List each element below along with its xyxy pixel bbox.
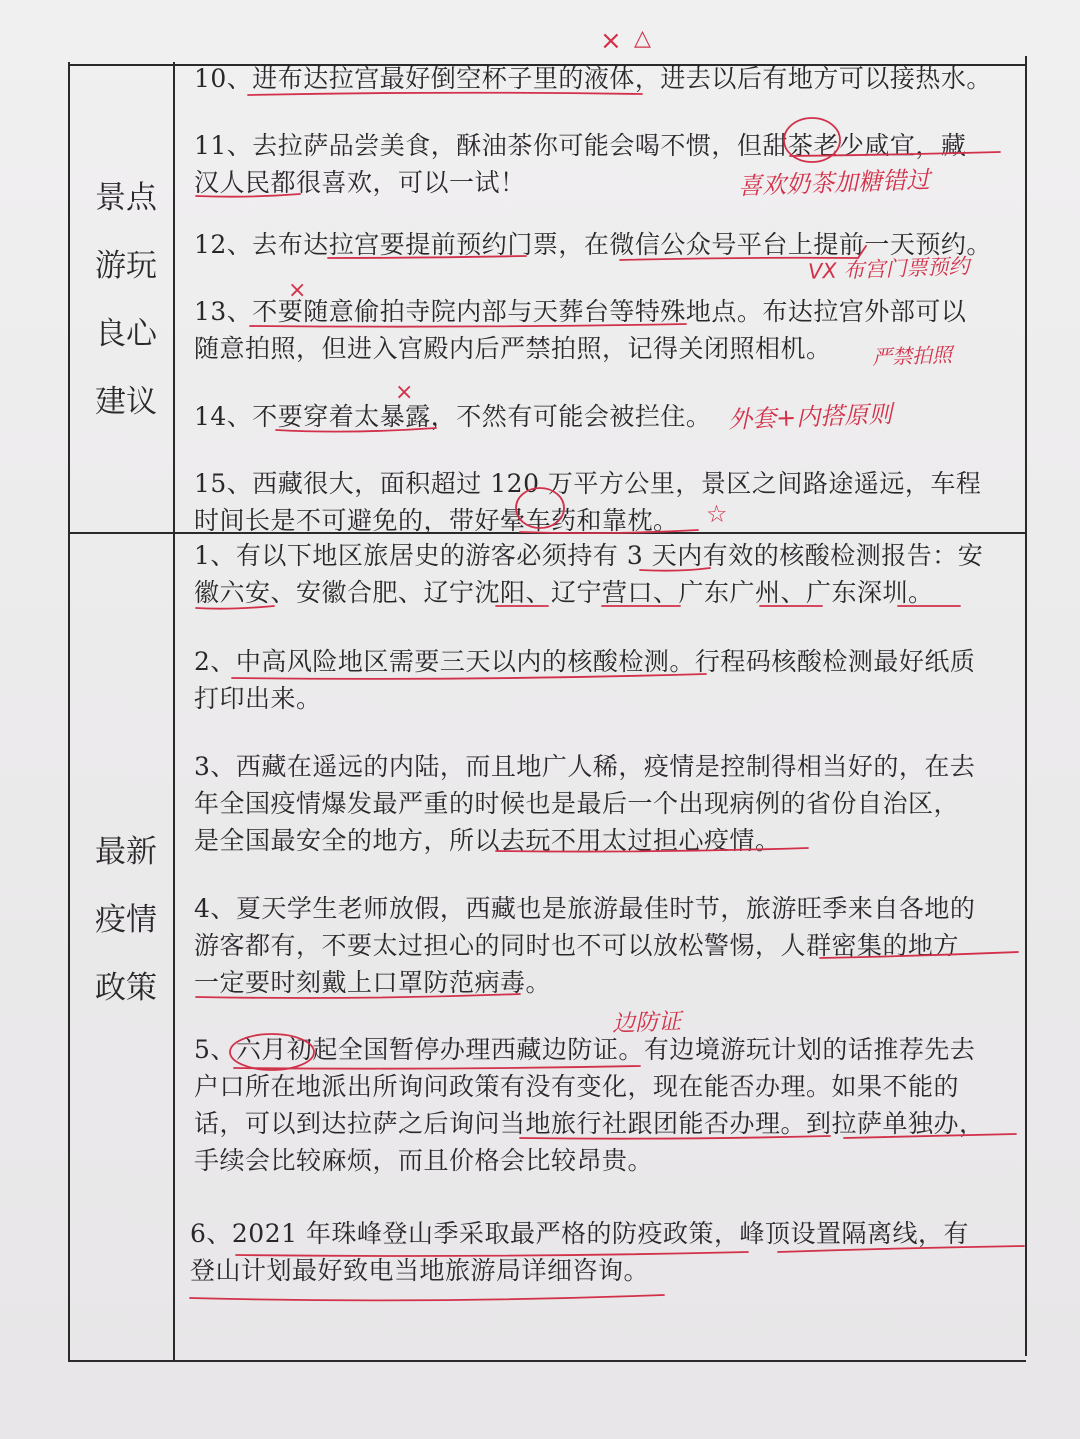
policy-item-1 bbox=[194, 537, 1024, 611]
handwritten-note-milk-tea: 喜欢奶茶加糖错过 bbox=[737, 165, 931, 201]
cross-mark: × bbox=[395, 380, 414, 405]
table-bottom-border bbox=[68, 1360, 1026, 1362]
category-text: 游玩 bbox=[95, 248, 157, 284]
item-line: 4、夏天学生老师放假，西藏也是旅游最佳时节，旅游旺季来自各地的 bbox=[194, 894, 976, 923]
item-line: 是全国最安全的地方，所以去玩不用太过担心疫情。 bbox=[194, 826, 781, 855]
item-line: 2、中高风险地区需要三天以内的核酸检测。行程码核酸检测最好纸质 bbox=[194, 647, 976, 676]
category-text: 景点 bbox=[95, 180, 157, 216]
item-line: 1、有以下地区旅居史的游客必须持有 3 天内有效的核酸检测报告：安 bbox=[194, 541, 984, 570]
top-cross-mark: × bbox=[600, 26, 622, 56]
policy-item-6 bbox=[190, 1215, 1020, 1289]
policy-item-2 bbox=[194, 643, 1024, 717]
category-text: 政策 bbox=[95, 970, 157, 1006]
table-left-border bbox=[68, 62, 70, 1362]
category-sightseeing-advice bbox=[78, 164, 174, 436]
item-line: 话，可以到达拉萨之后询问当地旅行社跟团能否办理。到拉萨单独办， bbox=[194, 1109, 985, 1138]
category-text: 最新 bbox=[95, 834, 157, 870]
item-line: 手续会比较麻烦，而且价格会比较昂贵。 bbox=[194, 1146, 654, 1175]
advice-item-14 bbox=[194, 398, 1024, 435]
item-line: 年全国疫情爆发最严重的时候也是最后一个出现病例的省份自治区， bbox=[194, 789, 960, 818]
handwritten-note-outfit-rule: 外套+内搭原则 bbox=[727, 400, 893, 434]
item-line: 打印出来。 bbox=[194, 684, 322, 713]
policy-item-4 bbox=[194, 890, 1024, 1001]
item-line: 随意拍照，但进入宫殿内后严禁拍照，记得关闭照相机。 bbox=[194, 334, 832, 363]
handwritten-note-no-photos: 严禁拍照 bbox=[871, 342, 953, 370]
item-line: 户口所在地派出所询问政策有没有变化，现在能否办理。如果不能的 bbox=[194, 1072, 960, 1101]
item-line: 10、进布达拉宫最好倒空杯子里的液体，进去以后有地方可以接热水。 bbox=[194, 64, 992, 93]
item-line: 13、不要随意偷拍寺院内部与天葬台等特殊地点。布达拉宫外部可以 bbox=[194, 297, 967, 326]
star-mark: ☆ bbox=[705, 499, 728, 529]
category-text: 建议 bbox=[95, 384, 157, 420]
policy-item-5 bbox=[194, 1031, 1024, 1179]
category-latest-policy bbox=[78, 818, 174, 1022]
handwritten-note-wechat-booking: VX 布宫门票预约 bbox=[807, 254, 970, 284]
top-delta-mark: △ bbox=[634, 26, 651, 51]
item-line: 11、去拉萨品尝美食，酥油茶你可能会喝不惯，但甜茶老少咸宜，藏 bbox=[194, 131, 967, 160]
item-line: 游客都有，不要太过担心的同时也不可以放松警惕，人群密集的地方 bbox=[194, 931, 960, 960]
category-text: 疫情 bbox=[95, 902, 157, 938]
item-line: 一定要时刻戴上口罩防范病毒。 bbox=[194, 968, 552, 997]
item-line: 登山计划最好致电当地旅游局详细咨询。 bbox=[190, 1256, 650, 1285]
item-line: 15、西藏很大，面积超过 120 万平方公里，景区之间路途遥远，车程 bbox=[194, 469, 982, 498]
item-line: 5、六月初起全国暂停办理西藏边防证。有边境游玩计划的话推荐先去 bbox=[194, 1035, 976, 1064]
advice-item-10 bbox=[194, 60, 1024, 97]
item-line: 徽六安、安徽合肥、辽宁沈阳、辽宁营口、广东广州、广东深圳。 bbox=[194, 578, 934, 607]
item-line: 3、西藏在遥远的内陆，而且地广人稀，疫情是控制得相当好的，在去 bbox=[194, 752, 976, 781]
item-line: 时间长是不可避免的，带好晕车药和靠枕。 bbox=[194, 506, 679, 535]
item-line: 14、不要穿着太暴露，不然有可能会被拦住。 bbox=[194, 402, 712, 431]
table-right-border bbox=[1025, 56, 1027, 1356]
item-line: 12、去布达拉宫要提前预约门票，在微信公众号平台上提前一天预约。 bbox=[194, 230, 992, 259]
advice-item-15 bbox=[194, 465, 1024, 539]
category-text: 良心 bbox=[95, 316, 157, 352]
policy-item-3 bbox=[194, 748, 1024, 859]
handwritten-note-border-permit: 边防证 bbox=[611, 1008, 682, 1038]
item-line: 汉人民都很喜欢，可以一试！ bbox=[194, 168, 526, 197]
item-line: 6、2021 年珠峰登山季采取最严格的防疫政策，峰顶设置隔离线，有 bbox=[190, 1219, 969, 1248]
cross-mark: × bbox=[288, 278, 307, 303]
